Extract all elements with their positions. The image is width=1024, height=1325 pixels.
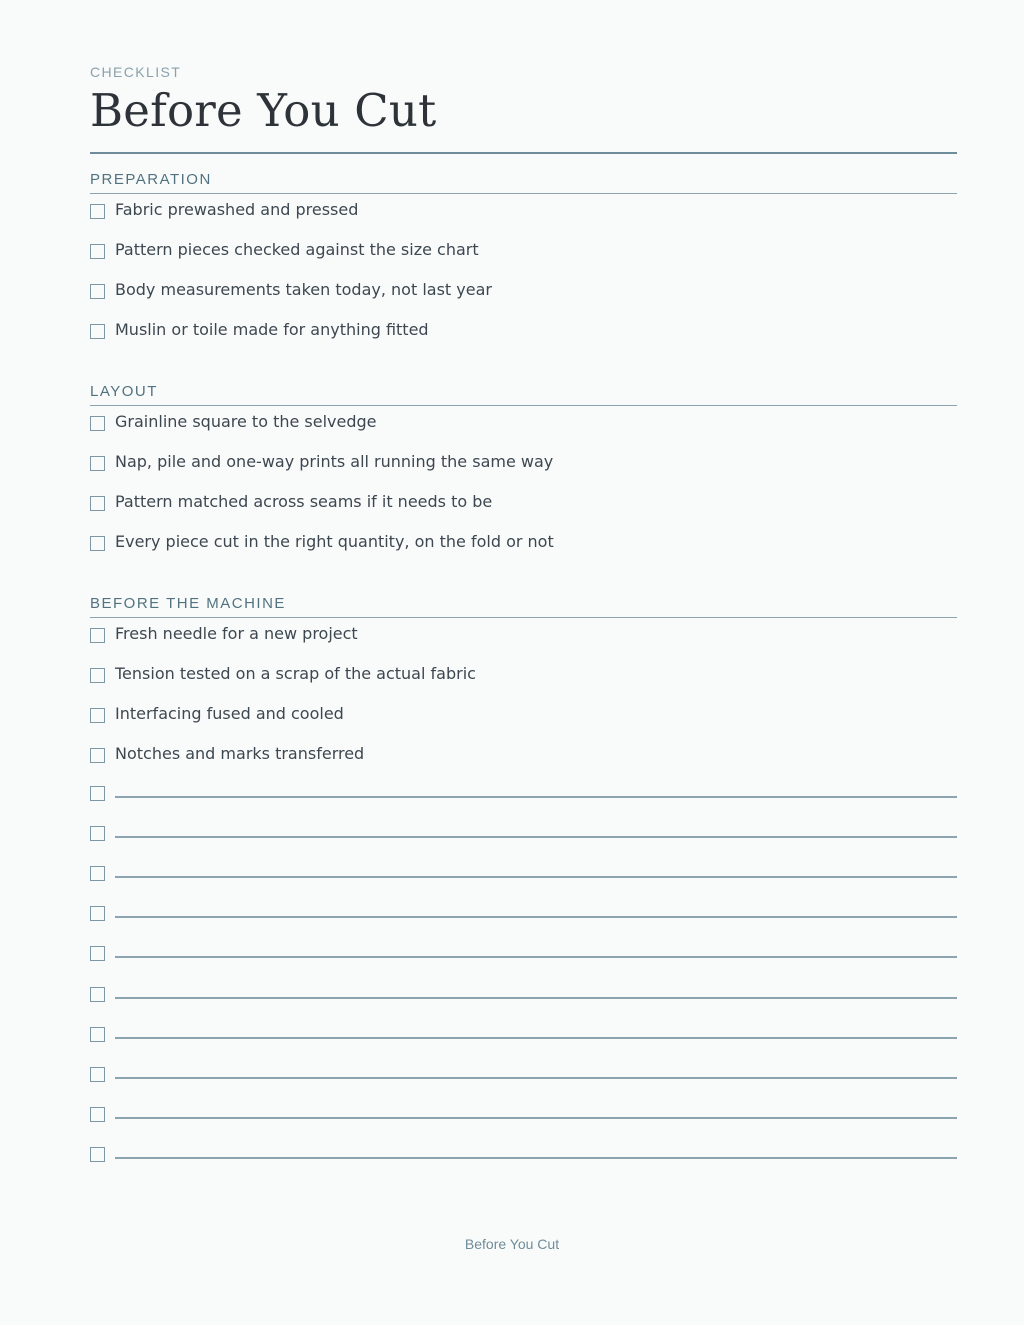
write-in-line[interactable] [115, 876, 957, 878]
checklist-item-label: Body measurements taken today, not last year [115, 280, 492, 299]
page-footer: Before You Cut [464, 1236, 560, 1252]
section-layout [90, 382, 957, 574]
checkbox[interactable] [90, 866, 105, 881]
checklist-item-label: Tension tested on a scrap of the actual fabric [115, 664, 476, 683]
write-in-line[interactable] [115, 997, 957, 999]
checklist-item[interactable] [90, 494, 957, 534]
eyebrow-label: CHECKLIST [90, 64, 182, 80]
checkbox[interactable] [90, 826, 105, 841]
checkbox[interactable] [90, 284, 105, 299]
checklist-item[interactable] [90, 626, 957, 666]
checklist-item-label: Notches and marks transferred [115, 744, 365, 763]
checklist-item-label: Nap, pile and one-way prints all running the same way [115, 452, 554, 471]
checkbox[interactable] [90, 668, 105, 683]
checkbox[interactable] [90, 748, 105, 763]
checkbox[interactable] [90, 786, 105, 801]
checklist-item[interactable] [90, 282, 957, 322]
checkbox[interactable] [90, 628, 105, 643]
section-heading: BEFORE THE MACHINE [90, 594, 957, 618]
section-before-the-machine [90, 594, 957, 786]
checklist-item[interactable] [90, 322, 957, 362]
checkbox[interactable] [90, 1147, 105, 1162]
checkbox[interactable] [90, 244, 105, 259]
checklist-item-label: Interfacing fused and cooled [115, 704, 344, 723]
write-in-line[interactable] [115, 1117, 957, 1119]
blank-item[interactable] [90, 1067, 957, 1107]
checklist-item[interactable] [90, 746, 957, 786]
write-in-line[interactable] [115, 796, 957, 798]
checkbox[interactable] [90, 1027, 105, 1042]
section-heading: PREPARATION [90, 170, 957, 194]
checkbox[interactable] [90, 324, 105, 339]
checklist-item-label: Grainline square to the selvedge [115, 412, 377, 431]
checkbox[interactable] [90, 456, 105, 471]
section-heading: LAYOUT [90, 382, 957, 406]
blank-item[interactable] [90, 1107, 957, 1147]
write-in-line[interactable] [115, 1077, 957, 1079]
write-in-line[interactable] [115, 1037, 957, 1039]
blank-item[interactable] [90, 866, 957, 906]
write-in-line[interactable] [115, 916, 957, 918]
checklist-item[interactable] [90, 242, 957, 282]
blank-item[interactable] [90, 946, 957, 986]
checklist-item-label: Pattern pieces checked against the size chart [115, 240, 479, 259]
checklist-item[interactable] [90, 202, 957, 242]
checklist-item-label: Fresh needle for a new project [115, 624, 358, 643]
checklist-item[interactable] [90, 454, 957, 494]
checklist-item[interactable] [90, 706, 957, 746]
checkbox[interactable] [90, 496, 105, 511]
blank-item[interactable] [90, 906, 957, 946]
checklist-item-label: Fabric prewashed and pressed [115, 200, 359, 219]
checklist-item[interactable] [90, 666, 957, 706]
checkbox[interactable] [90, 946, 105, 961]
blank-item[interactable] [90, 786, 957, 826]
page-title: Before You Cut [90, 84, 437, 137]
title-divider [90, 152, 957, 154]
checklist-item-label: Every piece cut in the right quantity, on the fold or not [115, 532, 554, 551]
checkbox[interactable] [90, 708, 105, 723]
write-in-line[interactable] [115, 1157, 957, 1159]
checkbox[interactable] [90, 536, 105, 551]
checkbox[interactable] [90, 416, 105, 431]
checkbox[interactable] [90, 1067, 105, 1082]
write-in-line[interactable] [115, 836, 957, 838]
blank-item[interactable] [90, 1147, 957, 1187]
checklist-item-label: Muslin or toile made for anything fitted [115, 320, 429, 339]
checklist-item[interactable] [90, 534, 957, 574]
checkbox[interactable] [90, 987, 105, 1002]
section-preparation [90, 170, 957, 362]
blank-item[interactable] [90, 1027, 957, 1067]
checkbox[interactable] [90, 906, 105, 921]
checkbox[interactable] [90, 1107, 105, 1122]
blank-item[interactable] [90, 826, 957, 866]
blank-item[interactable] [90, 987, 957, 1027]
checklist-item[interactable] [90, 414, 957, 454]
write-in-line[interactable] [115, 956, 957, 958]
checklist-item-label: Pattern matched across seams if it needs to be [115, 492, 493, 511]
checkbox[interactable] [90, 204, 105, 219]
